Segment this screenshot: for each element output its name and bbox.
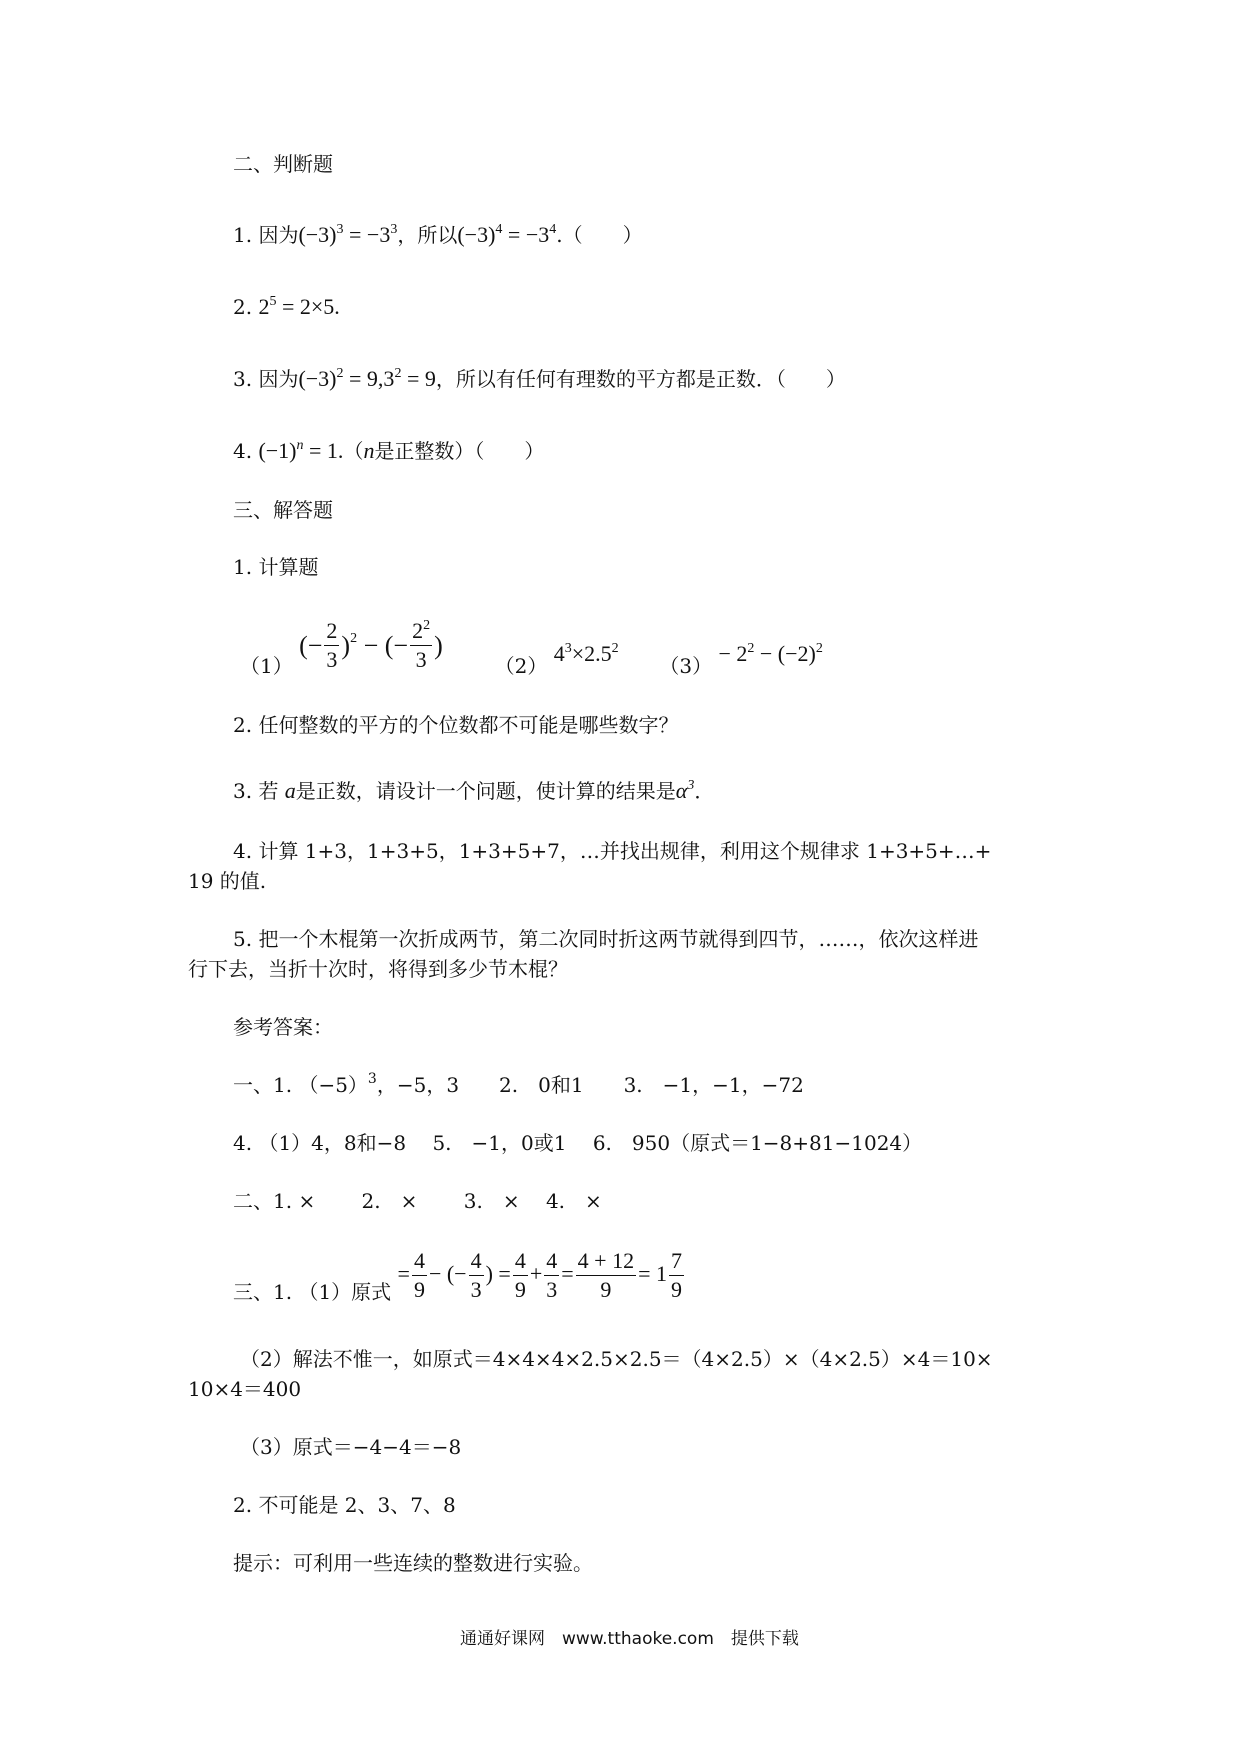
judgment-q2: 2. $2^5 = 2\times 5$. — [233, 294, 340, 319]
judgment-q4: 4. $(-1)^n = 1.(n$是正整数）（ ） — [233, 438, 545, 463]
answer-part1-cont: 4. （1）4，8和−8 5. −1，0或1 6. 950（原式＝1−8+81−1024） — [233, 1131, 923, 1155]
solve-q5-line1: 5. 把一个木棍第一次折成两节，第二次同时折这两节就得到四节，……，依次这样进 — [233, 927, 979, 951]
section-heading-judgment: 二、判断题 — [233, 152, 333, 176]
solve-q4-line2: 19 的值. — [188, 869, 267, 893]
page-footer: 通通好课网 www.tthaoke.com 提供下载 — [460, 1629, 799, 1649]
solve-q1-label: 1. 计算题 — [233, 555, 319, 579]
solve-q3: 3. 若 a是正数，请设计一个问题，使计算的结果是$\alpha^3$． — [233, 778, 715, 803]
answer-part1: 一、1. $(-5)^3$，−5，3 2. 0和1 3. −1，−1，−72 — [233, 1071, 804, 1097]
solve-q5-line2: 行下去，当折十次时，将得到多少节木棍？ — [188, 957, 568, 981]
answer-part2: 二、1. × 2. × 3. × 4. × — [233, 1189, 602, 1213]
solve-q2: 2. 任何整数的平方的个位数都不可能是哪些数字？ — [233, 713, 679, 737]
answer-part3-q1-2-line2: 10×4＝400 — [188, 1377, 302, 1401]
answer-part3-q2: 2. 不可能是 2、3、7、8 — [233, 1493, 456, 1517]
answers-heading: 参考答案： — [233, 1015, 333, 1039]
answer-hint: 提示：可利用一些连续的整数进行实验。 — [233, 1551, 593, 1575]
solve-q4-line1: 4. 计算 1+3，1+3+5，1+3+5+7，…并找出规律，利用这个规律求 1+3+5+…+ — [233, 839, 992, 863]
judgment-q3: 3. 因为$(-3)^2 = 9,3^2 = 9$，所以有任何有理数的平方都是正数．（ ） — [233, 366, 846, 391]
answer-part3-q1-3: （3）原式＝−4−4＝−8 — [240, 1435, 462, 1459]
solve-q1-parts: （1） (− $\frac{2}{3}$ )$^2$ − (− $\frac{2^2}{3}$ ) （2） $4^3\times 2.5^2$ $(3) - 2^2 - (-2)^2$ — [240, 618, 823, 678]
answer-part3-q1-2-line1: （2）解法不惟一，如原式＝4×4×4×2.5×2.5＝（4×2.5）×（4×2.5）×4＝10× — [240, 1347, 993, 1371]
section-heading-solve: 三、解答题 — [233, 498, 333, 522]
answer-part3-q1: 三、1. （1）原式 = $\frac{4}{9}$ − (− $\frac{4}{3}$ ) = $\frac{4}{9}$ + $\frac{4}{3}$ = $\frac{4 + 12}{9}$ = 1 $\frac{7}{9}$ — [233, 1248, 683, 1304]
judgment-q1: 1. 因为$(-3)^3 = -3^3$，所以$(-3)^4 = -3^4$.（ ） — [233, 222, 643, 247]
